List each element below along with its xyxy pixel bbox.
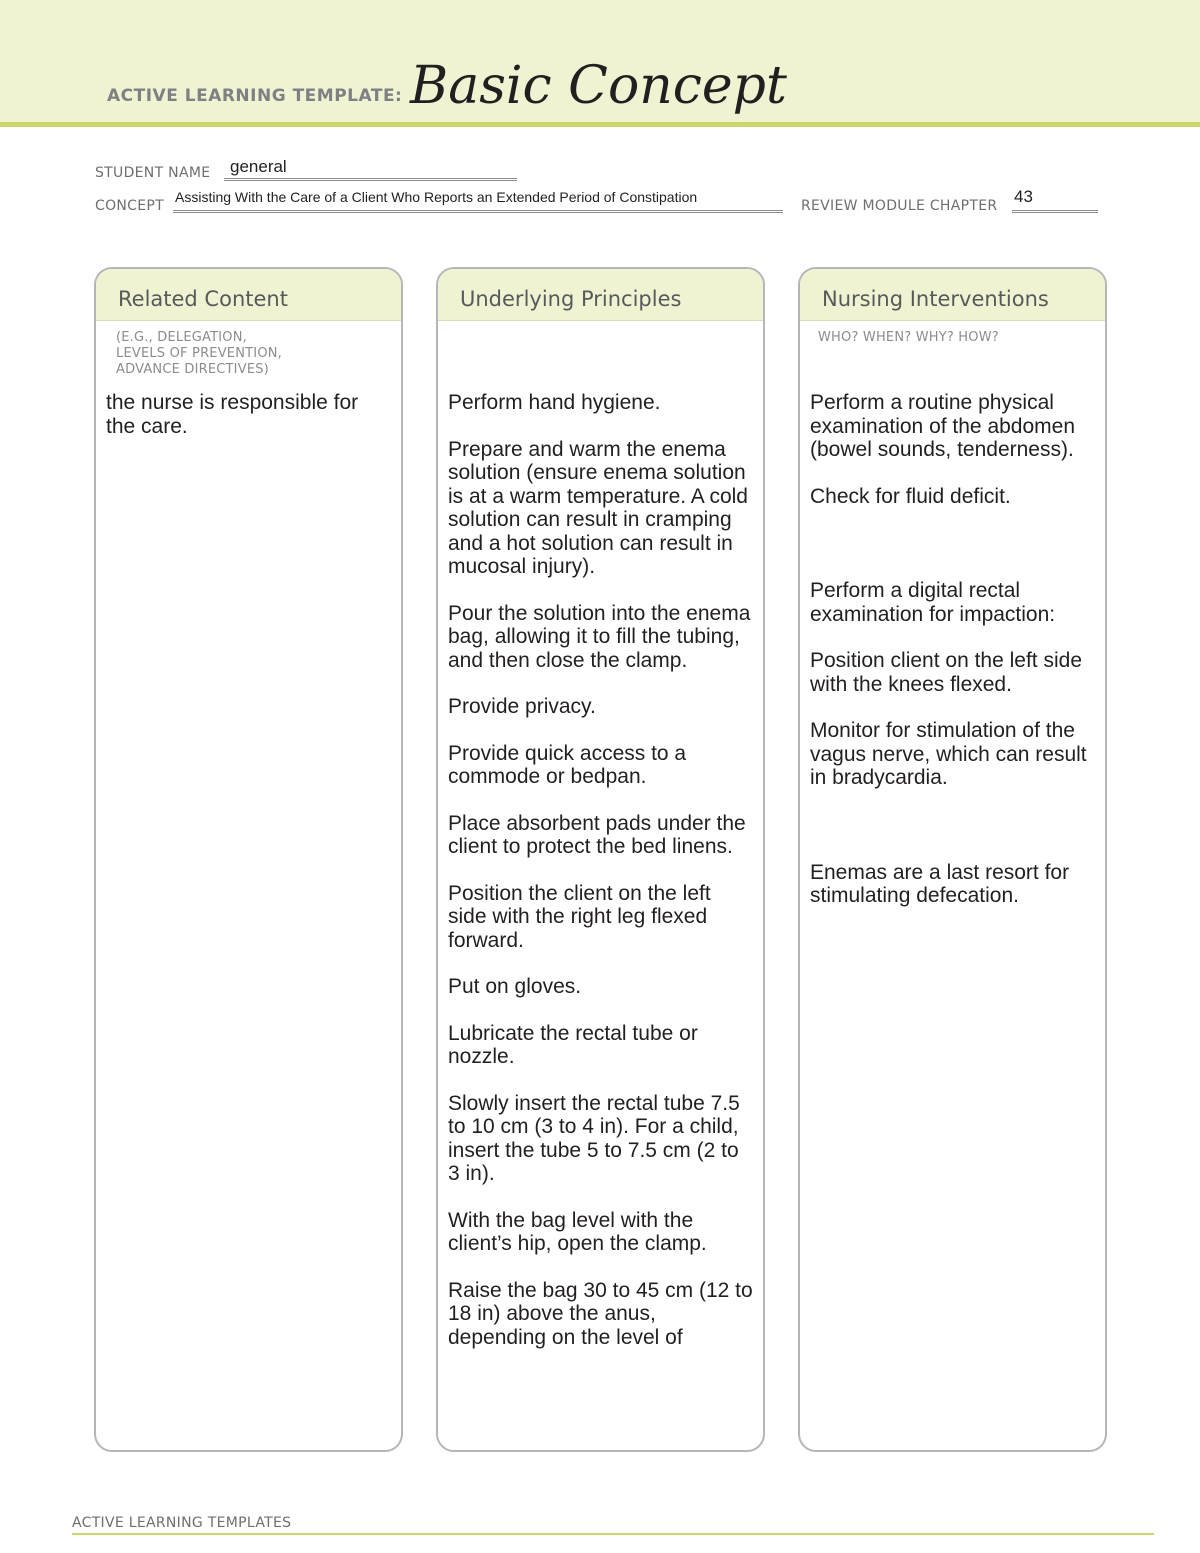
underlying-principles-title: Underlying Principles <box>460 287 682 311</box>
nursing-interventions-panel <box>798 267 1107 1452</box>
related-content-subtitle <box>116 330 282 378</box>
principle-paragraph: Place absorbent pads under the client to protect the bed linens. <box>448 811 746 858</box>
principle-paragraph: With the bag level with the client’s hip, open the clamp. <box>448 1208 707 1255</box>
concept-field[interactable]: Assisting With the Care of a Client Who Reports an Extended Period of Constipation <box>175 189 698 205</box>
principle-paragraph: Prepare and warm the enema solution (ensure enema solution is at a warm temperature. A cold solution can result in cramping and a hot solution can result in mucosal injury). <box>448 437 748 578</box>
principle-paragraph: Provide privacy. <box>448 695 596 718</box>
underlying-principles-body[interactable] <box>448 391 755 1349</box>
principle-paragraph: Lubricate the rectal tube or nozzle. <box>448 1021 698 1068</box>
principle-paragraph: Put on gloves. <box>448 975 582 998</box>
footer-label: ACTIVE LEARNING TEMPLATES <box>72 1515 292 1531</box>
intervention-paragraph: Monitor for stimulation of the vagus nerve, which can result in bradycardia. <box>810 719 1087 789</box>
principle-paragraph: Pour the solution into the enema bag, allowing it to fill the tubing, and then close the clamp. <box>448 601 751 672</box>
intervention-paragraph: Check for fluid deficit. <box>810 484 1011 508</box>
related-content-body[interactable] <box>106 391 393 438</box>
related-paragraph: the nurse is responsible for the care. <box>106 391 359 438</box>
intervention-paragraph: Perform a routine physical examination of the abdomen (bowel sounds, tenderness). <box>810 391 1076 461</box>
intervention-paragraph: Perform a digital rectal examination for impaction: <box>810 579 1056 626</box>
review-module-label: REVIEW MODULE CHAPTER <box>801 198 998 214</box>
footer-rule <box>72 1533 1154 1535</box>
related-subtitle-line: (E.G., DELEGATION, <box>116 330 247 345</box>
concept-label: CONCEPT <box>95 198 164 214</box>
nursing-interventions-header <box>800 269 1105 321</box>
student-name-label: STUDENT NAME <box>95 165 211 181</box>
principle-paragraph: Raise the bag 30 to 45 cm (12 to 18 in) above the anus, depending on the level of <box>448 1278 753 1349</box>
student-name-field[interactable]: general <box>230 157 287 176</box>
concept-line <box>173 208 783 213</box>
related-content-title: Related Content <box>118 287 288 311</box>
intervention-paragraph: Position client on the left side with the knees flexed. <box>810 649 1082 696</box>
underlying-principles-header <box>438 269 763 321</box>
principle-paragraph: Perform hand hygiene. <box>448 391 661 414</box>
nursing-interventions-subtitle: WHO? WHEN? WHY? HOW? <box>818 330 999 345</box>
underlying-principles-panel <box>436 267 765 1452</box>
template-title: Basic Concept <box>410 56 787 116</box>
review-module-line <box>1012 208 1098 213</box>
related-subtitle-line: ADVANCE DIRECTIVES) <box>116 362 269 377</box>
template-label: ACTIVE LEARNING TEMPLATE: <box>107 86 403 106</box>
nursing-interventions-title: Nursing Interventions <box>822 287 1049 311</box>
header-rule <box>0 122 1200 127</box>
related-content-header <box>96 269 401 321</box>
intervention-paragraph: Enemas are a last resort for stimulating defecation. <box>810 860 1070 907</box>
related-subtitle-line: LEVELS OF PREVENTION, <box>116 346 283 361</box>
principle-paragraph: Position the client on the left side with the right leg flexed forward. <box>448 881 711 952</box>
principle-paragraph: Provide quick access to a commode or bedpan. <box>448 741 687 788</box>
principle-paragraph: Slowly insert the rectal tube 7.5 to 10 cm (3 to 4 in). For a child, insert the tube 5 to 7.5 cm (2 to 3 in). <box>448 1091 740 1185</box>
nursing-interventions-body[interactable] <box>810 391 1097 908</box>
review-module-field[interactable]: 43 <box>1014 187 1033 206</box>
related-content-panel <box>94 267 403 1452</box>
